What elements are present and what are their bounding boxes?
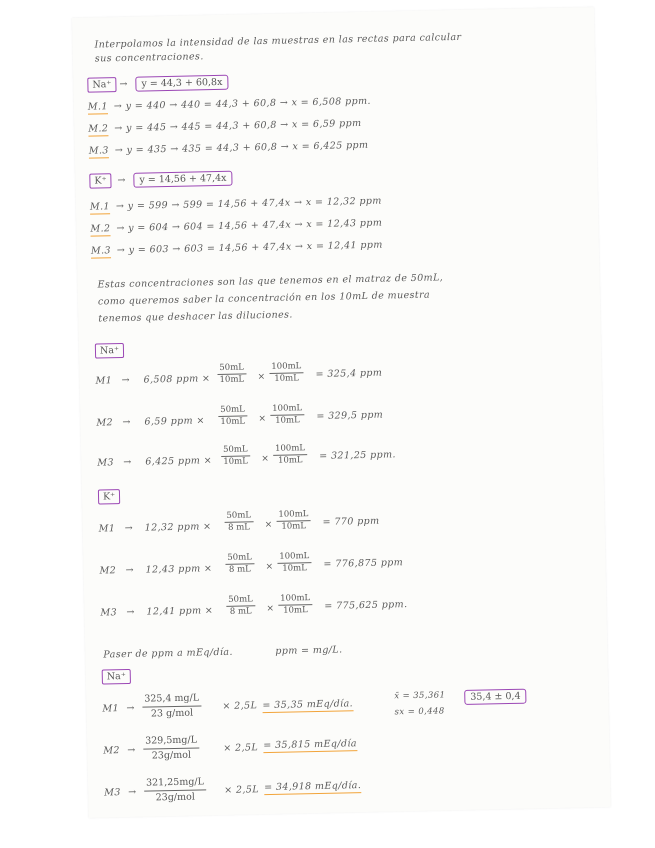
concentration-value: 6,508 ppm × — [143, 373, 211, 386]
result: = 35,815 mEq/día — [263, 738, 358, 752]
na-row-2-label: M.2 — [88, 123, 109, 135]
times-sign: × — [261, 453, 269, 465]
na-equation-box: y = 44,3 + 60,8x — [135, 75, 228, 92]
arrow: → — [128, 786, 137, 798]
times-sign: × — [265, 561, 274, 573]
dilution-note-line-1: Estas concentraciones son las que tenemos en el matraz de 50mL, — [97, 272, 444, 291]
row-label: M1 — [98, 523, 116, 535]
row-label: M2 — [96, 417, 114, 429]
na-row-2-text: → y = 445 → 445 = 44,3 + 60,8 → x = 6,59 ppm — [114, 117, 362, 135]
volume-fraction-1: $\frac{50mL}{8 mL}$ — [226, 594, 255, 618]
concentration-value: 12,32 ppm × — [144, 521, 212, 534]
result: = 775,625 ppm. — [324, 599, 408, 612]
concentration-value: 6,59 ppm × — [144, 415, 205, 428]
arrow: → — [127, 744, 136, 757]
mass-fraction: 325,4 mg/L 23 g/mol — [142, 691, 201, 721]
na-row-3-text: → y = 435 → 435 = 44,3 + 60,8 → x = 6,425 ppm — [114, 139, 369, 157]
row-label: M2 — [103, 745, 121, 757]
arrow: → — [124, 522, 134, 535]
k-row-2-label: M.2 — [90, 223, 111, 235]
volume-fraction-1: $\frac{50mL}{10mL}$ — [220, 404, 246, 427]
final-result-box: 35,4 ± 0,4 — [464, 689, 527, 705]
std-dev-value: sx = 0,448 — [394, 706, 445, 718]
na-dilution-ion-box: Na⁺ — [95, 343, 124, 359]
arrow: → — [121, 374, 131, 387]
concentration-value: 6,425 ppm × — [145, 455, 213, 468]
k-dilution-ion-box: K⁺ — [98, 489, 120, 504]
result: = 325,4 ppm — [315, 367, 383, 380]
volume-fraction-1: $\frac{50mL}{8 mL}$ — [224, 510, 253, 534]
intro-line-1: Interpolamos la intensidad de las muestras en las rectas para calcular — [94, 31, 462, 51]
volume-factor: × 2,5L — [224, 784, 260, 796]
volume-fraction-2: $\frac{100mL}{10mL}$ — [269, 361, 303, 385]
volume-fraction-1: $\frac{50mL}{8 mL}$ — [225, 552, 254, 576]
conversion-ion-box: Na⁺ — [102, 669, 131, 685]
volume-fraction-2: $\frac{100mL}{10mL}$ — [270, 403, 304, 427]
arrow: → — [122, 416, 131, 429]
k-row-3-label: M.3 — [90, 245, 111, 257]
row-label: M3 — [100, 607, 118, 619]
result: = 35,35 mEq/día. — [262, 698, 354, 712]
arrow: → — [125, 564, 135, 576]
na-ion-box: Na⁺ — [87, 77, 116, 93]
volume-factor: × 2,5L — [223, 742, 259, 754]
dilution-note-line-3: tenemos que deshacer las diluciones. — [98, 309, 293, 325]
result: = 34,918 mEq/día. — [264, 780, 362, 794]
intro-line-2: sus concentraciones. — [94, 51, 204, 65]
arrow: → — [126, 606, 135, 618]
k-row-1-label: M.1 — [89, 201, 111, 213]
result: = 321,25 ppm. — [319, 449, 396, 462]
na-arrow: → — [119, 78, 128, 91]
k-row-2-text: → y = 604 → 604 = 14,56 + 47,4x → x = 12,43 ppm — [116, 217, 383, 235]
k-equation-box: y = 14,56 + 47,4x — [133, 171, 232, 188]
times-sign: × — [266, 603, 275, 615]
mass-fraction: 329,5mg/L 23g/mol — [143, 734, 199, 764]
na-row-1-text: → y = 440 → 440 = 44,3 + 60,8 → x = 6,508 ppm. — [113, 95, 372, 113]
volume-fraction-2: $\frac{100mL}{10mL}$ — [273, 443, 307, 467]
times-sign: × — [257, 372, 266, 383]
volume-fraction-1: $\frac{50mL}{10mL}$ — [222, 444, 248, 467]
k-row-3-text: → y = 603 → 603 = 14,56 + 47,4x → x = 12,41 ppm — [116, 239, 383, 257]
volume-fraction-2: $\frac{100mL}{10mL}$ — [277, 551, 311, 575]
na-row-1-label: M.1 — [87, 101, 108, 113]
volume-fraction-1: $\frac{50mL}{10mL}$ — [219, 362, 245, 385]
result: = 776,875 ppm — [323, 557, 404, 570]
dilution-note-line-2: como queremos saber la concentración en los 10mL de muestra — [97, 289, 431, 308]
volume-fraction-2: $\frac{100mL}{10mL}$ — [276, 509, 310, 533]
row-label: M1 — [102, 703, 120, 715]
arrow: → — [123, 456, 132, 469]
row-label: M1 — [95, 375, 113, 387]
result: = 770 ppm — [322, 515, 380, 528]
k-row-1-text: → y = 599 → 599 = 14,56 + 47,4x → x = 12,32 ppm — [115, 195, 382, 213]
concentration-value: 12,43 ppm × — [145, 563, 213, 576]
na-row-3-label: M.3 — [88, 145, 109, 157]
row-label: M3 — [97, 457, 115, 469]
concentration-value: 12,41 ppm × — [146, 605, 214, 618]
row-label: M3 — [104, 787, 121, 799]
volume-fraction-2: $\frac{100mL}{10mL}$ — [278, 593, 312, 617]
ppm-relation: ppm = mg/L. — [275, 644, 343, 657]
times-sign: × — [264, 519, 273, 531]
mass-fraction: 321,25mg/L 23g/mol — [144, 775, 206, 805]
notebook-sheet — [72, 7, 611, 818]
k-ion-box: K⁺ — [89, 173, 111, 188]
volume-factor: × 2,5L — [222, 700, 258, 712]
mean-value: x̄ = 35,361 — [394, 690, 446, 702]
result: = 329,5 ppm — [316, 409, 384, 422]
arrow: → — [126, 702, 135, 715]
row-label: M2 — [99, 565, 117, 577]
k-arrow: → — [117, 174, 126, 187]
times-sign: × — [258, 414, 267, 425]
conversion-heading: Paser de ppm a mEq/día. — [103, 646, 233, 661]
